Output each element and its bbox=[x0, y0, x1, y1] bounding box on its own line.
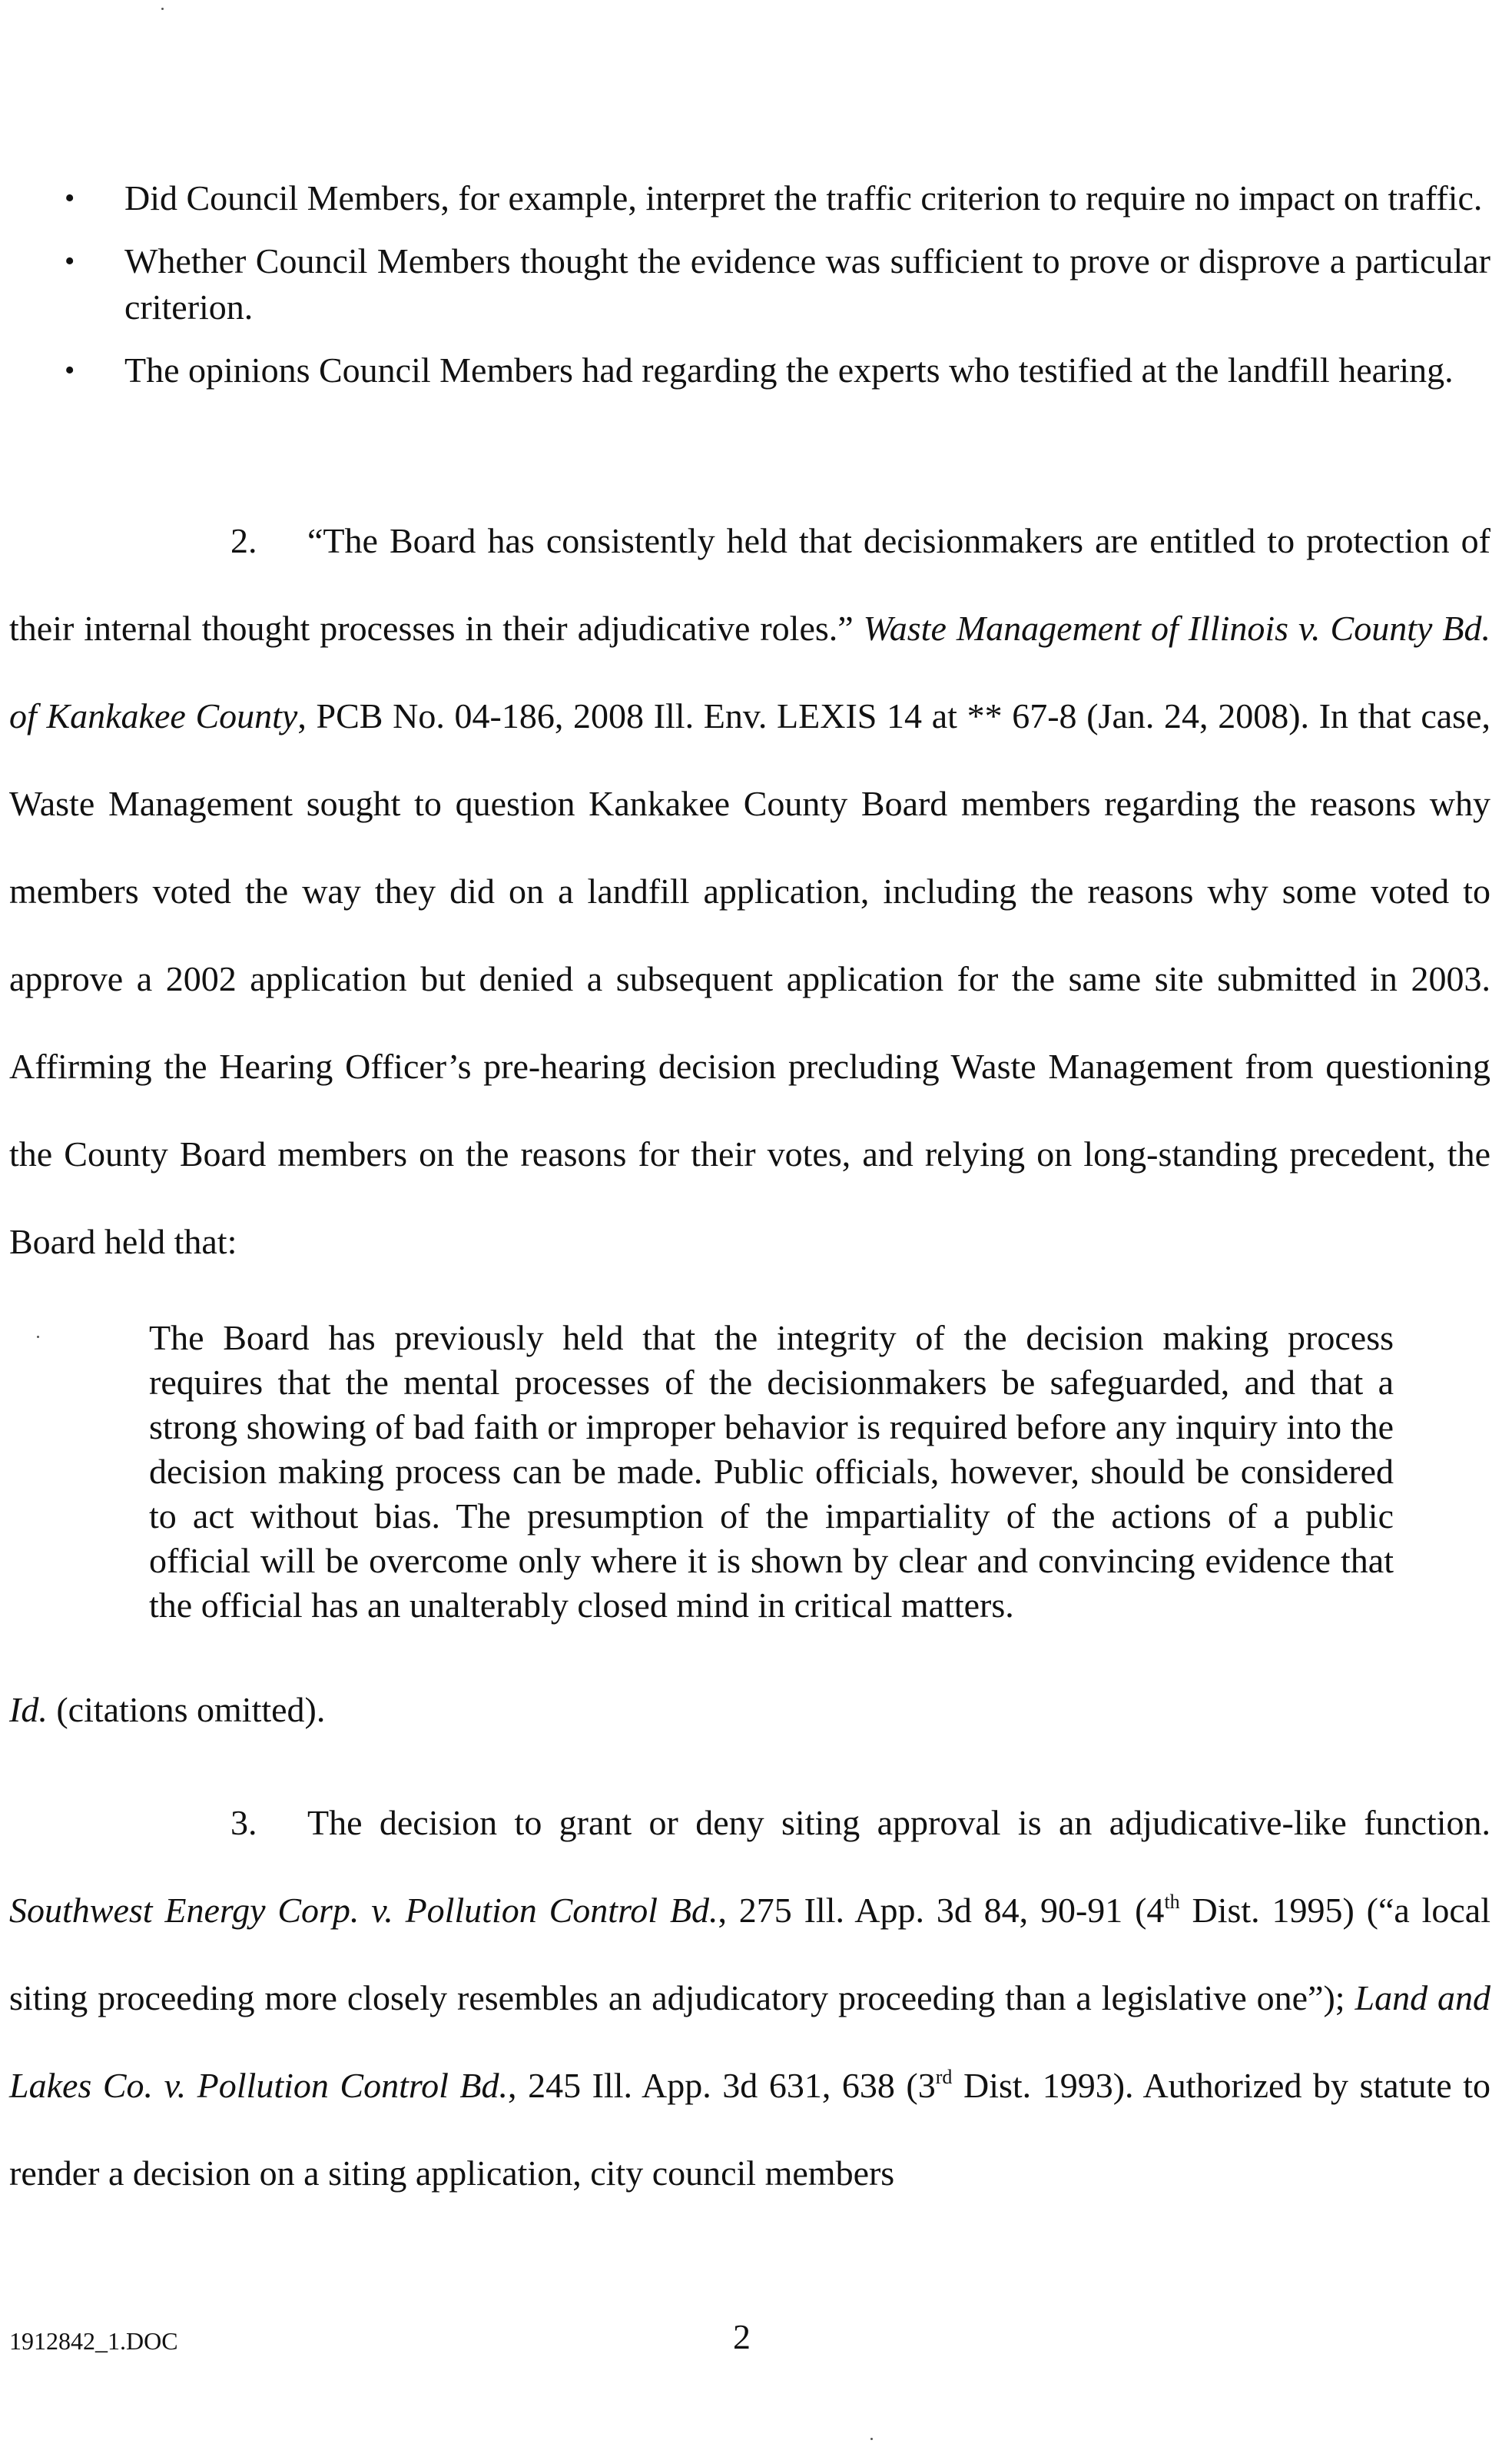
paragraph-number: 2. bbox=[230, 521, 257, 560]
case-citation: Waste Management of Illinois v. County Bd. of Kankakee County bbox=[9, 609, 1490, 735]
bullet-icon: • bbox=[65, 245, 75, 277]
bullet-text: Did Council Members, for example, interpret the traffic criterion to require no impact on traffic. bbox=[124, 178, 1483, 217]
bullet-item bbox=[54, 347, 1490, 393]
scan-speck bbox=[161, 8, 164, 10]
id-signal: Id. bbox=[9, 1690, 48, 1729]
paragraph-number: 3. bbox=[230, 1803, 257, 1842]
scan-speck bbox=[37, 1336, 39, 1338]
case-citation: Southwest Energy Corp. v. Pollution Control Bd. bbox=[9, 1891, 718, 1930]
paragraph-text: , 245 Ill. App. 3d 631, 638 (3 bbox=[508, 2066, 936, 2105]
bullet-icon: • bbox=[65, 182, 75, 214]
paragraph-text: , PCB No. 04-186, 2008 Ill. Env. LEXIS 14 at ** 67-8 (Jan. 24, 2008). In that case, Waste Management sought to question Kankakee County Board members regarding the reasons why members voted the way they did on a landfill application, including the reasons why some voted to approve a 2002 application but denied a subsequent application for the same site submitted in 2003. Affirming the Hearing Officer’s pre-hearing decision precluding Waste Management from questioning the County Board members on the reasons for their votes, and relying on long-standing precedent, the Board held that: bbox=[9, 696, 1490, 1261]
ordinal-suffix: rd bbox=[935, 2066, 953, 2088]
citation-text: (citations omitted). bbox=[47, 1690, 326, 1729]
block-quote: The Board has previously held that the integrity of the decision making process requires that the mental processes of the decisionmakers be safeguarded, and that a strong showing of bad faith or improper behavior is required before any inquiry into the decision making process can be made. Public officials, however, should be considered to act without bias. The presumption of the impartiality of the actions of a public official will be overcome only where it is shown by clear and convincing evidence that the official has an unalterably closed mind in critical matters. bbox=[149, 1318, 1394, 1625]
bullet-item bbox=[54, 238, 1490, 330]
bullet-item bbox=[54, 175, 1490, 221]
paragraph-text: The decision to grant or deny siting approval is an adjudicative-like function. bbox=[307, 1803, 1490, 1842]
footer-page-number: 2 bbox=[733, 2317, 751, 2356]
paragraph-text: Dist. 1993). Authorized by statute to render a decision on a siting application, city council members bbox=[9, 2066, 1490, 2193]
footer-document-id: 1912842_1.DOC bbox=[9, 2327, 178, 2355]
paragraph-text: “The Board has consistently held that decisionmakers are entitled to protection of their internal thought processes in their adjudicative roles.” bbox=[9, 521, 1490, 648]
case-citation: Land and Lakes Co. v. Pollution Control Bd. bbox=[9, 1978, 1490, 2105]
paragraph-text: , 275 Ill. App. 3d 84, 90-91 (4 bbox=[718, 1891, 1165, 1930]
ordinal-suffix: th bbox=[1164, 1891, 1180, 1913]
scan-speck bbox=[870, 2438, 873, 2440]
bullet-icon: • bbox=[65, 354, 75, 387]
paragraph-3 bbox=[9, 1779, 1490, 2217]
bullet-list bbox=[54, 175, 1490, 410]
quote-citation bbox=[9, 1687, 325, 1733]
paragraph-2 bbox=[9, 497, 1490, 1286]
paragraph-text: Dist. 1995) (“a local siting proceeding more closely resembles an adjudicatory proceeding than a legislative one”); bbox=[9, 1891, 1491, 2017]
bullet-text: Whether Council Members thought the evidence was sufficient to prove or disprove a particular criterion. bbox=[124, 241, 1490, 327]
bullet-text: The opinions Council Members had regarding the experts who testified at the landfill hearing. bbox=[124, 350, 1454, 390]
